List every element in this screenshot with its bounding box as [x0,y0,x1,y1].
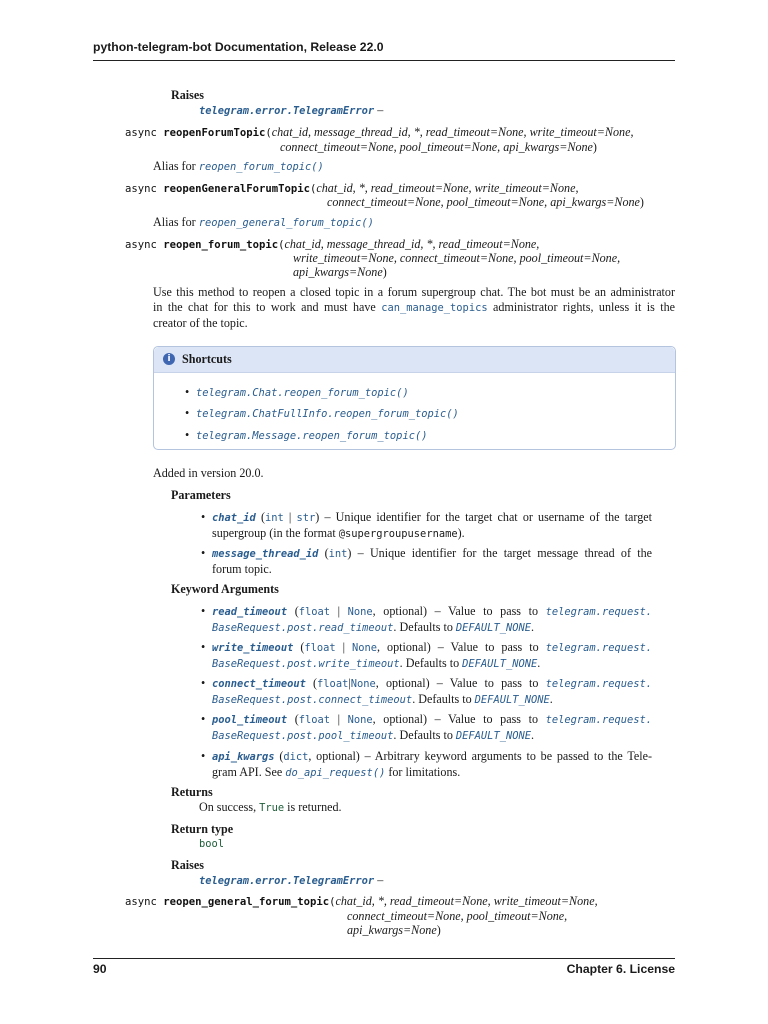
signature-params-cont2: api_kwargs=None) [347,923,441,937]
ref-link[interactable]: telegram.request. [545,642,652,654]
type-link[interactable]: None [352,642,378,654]
raises-label: Raises [171,858,204,872]
default-link[interactable]: DEFAULT_NONE [455,730,531,742]
type-link[interactable]: str [296,512,316,524]
signature-params: chat_id, *, read_timeout=None, write_timeout=None, [335,894,598,908]
shortcut-link[interactable]: telegram.Chat.reopen_forum_topic() [196,387,409,399]
type-link[interactable]: dict [283,751,309,763]
shortcuts-title: Shortcuts [182,352,232,366]
telegram-error-link[interactable]: telegram.error.TelegramError [199,875,375,887]
type-link[interactable]: None [347,714,373,726]
alias-link[interactable]: reopen_forum_topic() [198,161,324,173]
returns-value: On success, True is returned. [199,800,342,814]
ref-link[interactable]: BaseRequest.post.read_timeout [212,622,394,634]
type-link[interactable]: int [328,548,348,560]
raises-dash: – [374,103,384,117]
page-header [93,40,675,61]
kwarg-connect-timeout: connect_timeout (float|None, optional) – Value to pass to telegram.request. BaseRequest.post.connect_timeout. Defaults to DEFAULT_NONE. [212,676,652,706]
kwarg-pool-timeout: pool_timeout (float | None, optional) – Value to pass to telegram.request. BaseRequest.post.pool_timeout. Defaults to DEFAULT_NONE. [212,712,652,742]
signature-params-cont: write_timeout=None, connect_timeout=None, pool_timeout=None, [293,251,621,265]
alias-reopenGeneralForumTopic: Alias for reopen_general_forum_topic() [153,215,374,229]
returns-label: Returns [171,785,213,799]
type-link[interactable]: float [304,642,336,654]
shortcut-item [196,385,409,401]
signature-params-cont2: api_kwargs=None) [293,265,387,279]
version-added: Added in version 20.0. [153,466,264,480]
ref-link[interactable]: BaseRequest.post.pool_timeout [212,730,394,742]
type-link[interactable]: None [350,678,376,690]
page-footer [93,958,675,977]
method-name: reopenGeneralForumTopic [163,183,310,195]
info-icon: i [163,353,175,365]
method-description: Use this method to reopen a closed topic in a forum supergroup chat. The bot must be an administrator in the chat for this to work and must have can_manage_topics administrator rights, unless it is the creator of the topic. [153,285,675,330]
alias-reopenForumTopic: Alias for reopen_forum_topic() [153,159,324,173]
return-type-label: Return type [171,822,234,836]
ref-link[interactable]: telegram.request. [545,678,652,690]
param-name: message_thread_id [212,548,319,560]
type-link[interactable]: int [264,512,284,524]
shortcuts-admonition [153,346,676,450]
type-link[interactable]: float [298,714,330,726]
ref-link[interactable]: telegram.request. [545,606,652,618]
return-type-value: bool [199,838,225,850]
ref-link[interactable]: BaseRequest.post.connect_timeout [212,694,413,706]
shortcuts-header [154,347,675,373]
page-number: 90 [93,962,107,976]
default-link[interactable]: DEFAULT_NONE [462,658,538,670]
ref-link[interactable]: telegram.request. [545,714,652,726]
shortcut-item [196,428,427,444]
type-link[interactable]: None [347,606,373,618]
raises-value-top [199,103,383,119]
ref-link[interactable]: BaseRequest.post.write_timeout [212,658,400,670]
signature-reopen_general_forum_topic: async reopen_general_forum_topic(chat_id, *, read_timeout=None, write_timeout=None, [125,894,598,908]
param-name: chat_id [212,512,256,524]
can-manage-topics-link[interactable]: can_manage_topics [381,302,488,314]
shortcut-link[interactable]: telegram.Message.reopen_forum_topic() [196,430,428,442]
signature-reopenForumTopic: async reopenForumTopic(chat_id, message_thread_id, *, read_timeout=None, write_timeout=None, [125,125,634,139]
keyword-arguments-label: Keyword Arguments [171,582,279,596]
method-name: reopenForumTopic [163,127,266,139]
default-link[interactable]: DEFAULT_NONE [455,622,531,634]
signature-params: chat_id, *, read_timeout=None, write_timeout=None, [316,181,579,195]
signature-params: chat_id, message_thread_id, *, read_timeout=None, [284,237,540,251]
param-chat-id: chat_id (int | str) – Unique identifier for the target chat or username of the target supergroup (in the format @supergroupusername). [212,510,653,540]
method-name: reopen_forum_topic [163,239,279,251]
chapter-title: Chapter 6. License [566,962,675,976]
telegram-error-link[interactable]: telegram.error.TelegramError [199,105,375,117]
signature-params-cont: connect_timeout=None, pool_timeout=None, [347,909,568,923]
signature-params-cont: connect_timeout=None, pool_timeout=None, api_kwargs=None) [327,195,644,209]
do-api-request-link[interactable]: do_api_request() [285,767,386,779]
signature-params: chat_id, message_thread_id, *, read_timeout=None, write_timeout=None, [271,125,634,139]
kwarg-api-kwargs: api_kwargs (dict, optional) – Arbitrary keyword arguments to be passed to the Tele- gram API. See do_api_request() for limitations. [212,749,652,779]
raises-value: telegram.error.TelegramError – [199,873,384,887]
signature-reopenGeneralForumTopic: async reopenGeneralForumTopic(chat_id, *, read_timeout=None, write_timeout=None, [125,181,579,195]
parameters-label: Parameters [171,488,231,502]
method-name: reopen_general_forum_topic [163,896,330,908]
param-message-thread-id: message_thread_id (int) – Unique identifier for the target message thread of the forum topic. [212,546,652,576]
kwarg-read-timeout: read_timeout (float | None, optional) – Value to pass to telegram.request. BaseRequest.post.read_timeout. Defaults to DEFAULT_NONE. [212,604,652,634]
shortcut-item [196,406,459,422]
async-keyword: async [125,127,164,139]
kwarg-write-timeout: write_timeout (float | None, optional) – Value to pass to telegram.request. BaseRequest.post.write_timeout. Defaults to DEFAULT_NONE. [212,640,652,670]
type-link[interactable]: float [298,606,330,618]
default-link[interactable]: DEFAULT_NONE [474,694,550,706]
type-link[interactable]: float [317,678,349,690]
signature-reopen_forum_topic: async reopen_forum_topic(chat_id, message_thread_id, *, read_timeout=None, [125,237,540,251]
alias-link[interactable]: reopen_general_forum_topic() [198,217,374,229]
shortcut-link[interactable]: telegram.ChatFullInfo.reopen_forum_topic() [196,408,459,420]
header-title: python-telegram-bot Documentation, Release 22.0 [93,40,384,54]
signature-params-cont: connect_timeout=None, pool_timeout=None, api_kwargs=None) [280,140,597,154]
raises-label-top: Raises [171,88,204,102]
